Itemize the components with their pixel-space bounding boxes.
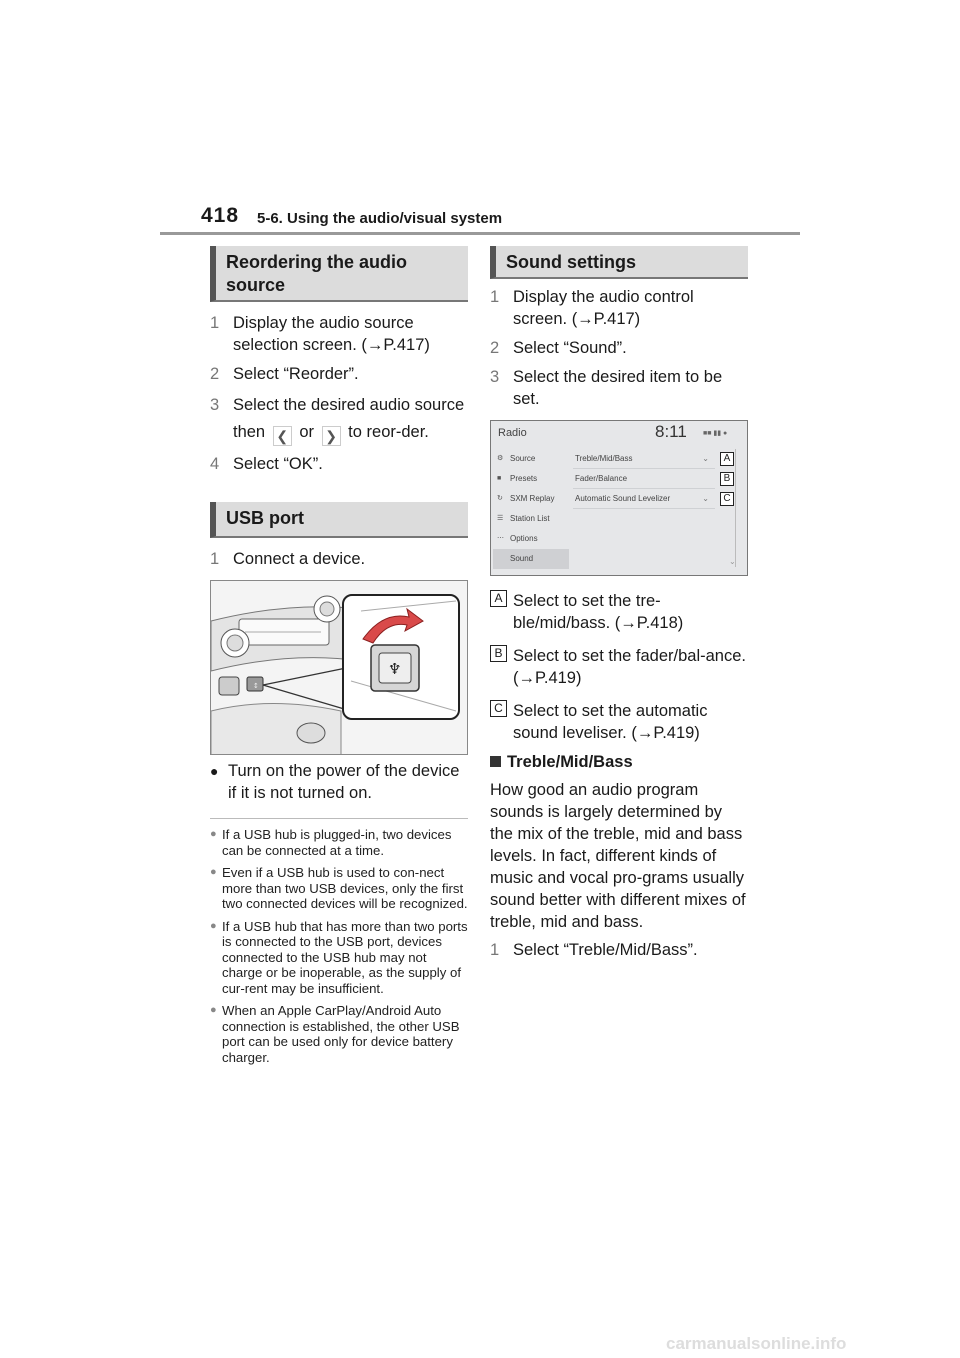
screen-title: Radio [498,427,527,439]
step-text: Select “Reorder”. [233,365,359,383]
step-number: 2 [210,365,220,383]
letter-badge: B [490,645,507,662]
menu-row [573,449,715,469]
list-item [493,489,569,509]
section-heading-sound: Sound settings [490,246,748,279]
options-icon: ⋯ [497,535,504,542]
step-text: Select “Sound”. [513,339,627,357]
step-text: Display the audio control screen. (→P.417) [513,288,694,328]
reorder-step [210,392,468,446]
bullet-icon: ● [210,763,219,779]
list-item-label: Presets [510,474,538,483]
note-text: If a USB hub is plugged-in, two devices can be connected at a time. [222,827,452,858]
section-heading-reorder: Reordering the audio source [210,246,468,302]
step-number: 1 [490,941,500,959]
note-item [210,865,468,912]
list-item-label: SXM Replay [510,494,555,503]
usb-port-illustration [210,580,468,755]
reorder-step [210,312,468,356]
subsection-heading [490,751,748,773]
callout-description [490,641,748,689]
step-text: to reor-der. [348,423,429,441]
sound-step [490,337,748,359]
menu-row-label: Fader/Balance [575,474,628,483]
list-item [493,509,569,529]
list-item-selected [493,549,569,569]
left-column [210,246,468,1072]
body-paragraph: How good an audio program sounds is largely determined by the mix of the treble, mid and bass levels. In fact, different kinds of music and vocal pro-grams usually sound better with different mixes of treble, mid and bass. [490,781,746,931]
menu-row-label: Automatic Sound Levelizer [575,494,671,503]
list-item-label: Options [510,534,538,543]
reorder-step [210,453,468,475]
screen-status-bar [491,421,747,447]
chevron-down-icon: ⌄ [702,454,709,463]
step-text: Select “OK”. [233,455,323,473]
source-icon: ⚙ [497,455,504,462]
watermark: carmanualsonline.info [666,1334,847,1353]
svg-text:♆: ♆ [388,660,402,678]
reorder-step [210,363,468,385]
note-text: If a USB hub that has more than two ports is connected to the USB port, devices connected to the USB hub may not charge or be inoperable, as the supply of cur-rent may be insufficient. [222,918,468,996]
sound-step [490,286,748,330]
note-text: When an Apple CarPlay/Android Auto connection is established, the other USB port can be used only for device battery charger. [222,1003,460,1065]
presets-icon: ■ [497,475,502,482]
chevron-down-icon: ⌄ [702,494,709,503]
usb-step [210,548,468,570]
step-text: Select “Treble/Mid/Bass”. [513,941,698,959]
list-item [493,449,569,469]
step-text: Display the audio source selection screen. (→P.417) [233,314,430,354]
callout-description [490,586,748,634]
step-text: Select the desired audio source then [233,396,465,441]
screen-source-list [493,449,569,569]
note-item [210,1003,468,1065]
bullet-icon: ● [210,1004,217,1016]
page-number: 418 [201,204,240,227]
step-number: 1 [210,314,220,332]
svg-text:↕: ↕ [253,682,259,690]
menu-row-label: Treble/Mid/Bass [575,454,633,463]
chevron-right-icon: ❯ [322,426,341,446]
step-number: 3 [490,368,500,386]
callout-a: A [720,452,734,466]
step-text: Connect a device. [233,550,366,568]
callout-c: C [720,492,734,506]
square-bullet-icon [490,756,501,767]
usb-port-drawing [211,581,468,755]
step-number: 1 [210,550,220,568]
bullet-icon: ● [210,828,217,840]
list-item [493,529,569,549]
callout-text: Select to set the fader/bal-ance. (→P.419) [513,647,746,687]
header-rule [160,232,800,235]
step-text: or [299,423,314,441]
chevron-down-icon: ⌄ [729,557,736,566]
audio-screen-illustration [490,420,748,576]
chevron-left-icon: ❮ [273,426,292,446]
step-number: 1 [490,288,500,306]
section-heading-usb: USB port [210,502,468,538]
list-item-label: Sound [510,554,534,563]
callout-description [490,696,748,744]
running-head: 5-6. Using the audio/visual system [257,210,503,227]
step-number: 3 [210,396,220,414]
bullet-icon: ● [210,919,217,932]
list-item [493,469,569,489]
note-text: Even if a USB hub is used to con-nect more than two USB devices, only the first two connected devices will be recognized. [222,865,468,911]
screen-clock: 8:11 [655,422,687,441]
note-item [210,919,468,997]
bullet-item [210,760,468,804]
signal-icon: ■■ ▮▮ ● [703,430,728,437]
replay-icon: ↻ [497,495,503,502]
callout-b: B [720,472,734,486]
subsection-title: Treble/Mid/Bass [507,753,633,771]
letter-badge: C [490,700,507,717]
step-number: 4 [210,455,220,473]
right-column [490,246,748,968]
menu-row [573,489,715,509]
station-list-icon: ☰ [497,515,504,522]
sound-step [490,939,748,961]
screen-sound-menu [573,449,715,509]
callout-text: Select to set the tre-ble/mid/bass. (→P.418) [513,592,684,632]
list-item-label: Source [510,454,536,463]
bullet-text: Turn on the power of the device if it is not turned on. [228,762,460,802]
step-text: Select the desired item to be set. [513,368,723,408]
divider [210,818,468,819]
list-item-label: Station List [510,514,550,523]
note-item [210,827,468,858]
step-number: 2 [490,339,500,357]
bullet-icon: ● [210,866,217,878]
menu-row [573,469,715,489]
callout-text: Select to set the automatic sound leveliser. (→P.419) [513,702,708,742]
screen-scrollbar [735,449,741,567]
sound-step [490,366,748,410]
letter-badge: A [490,590,507,607]
